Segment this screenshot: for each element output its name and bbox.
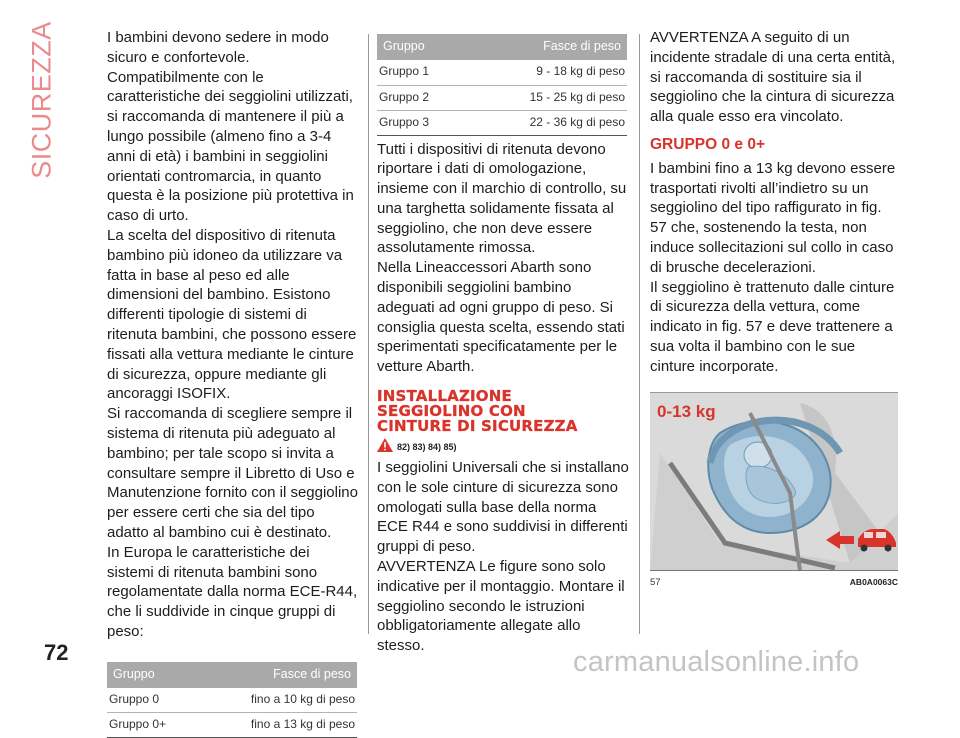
table-cell: Gruppo 3 [377,110,465,135]
table-cell: fino a 13 kg di peso [197,713,357,738]
section-heading [377,389,629,434]
column-2 [377,34,629,656]
paragraph: AVVERTENZA A seguito di un incidente stradale di una certa entità, si raccomanda di sostituire sia il seggiolino che la cintura di sicurezza alla quale esso era vincolato. [650,29,896,126]
weight-groups-table [107,662,357,738]
paragraph: Nella Lineaccessori Abarth sono disponibili seggiolini bambino adeguati ad ogni gruppo di peso. Si consiglia questa scelta, essendo stati sperimentati specificatamente per le vetture Abarth. [377,259,625,376]
paragraph: I seggiolini Universali che si installano con le sole cinture di sicurezza sono omologati sulla base della norma ECE R44 e sono suddivisi in differenti gruppi di peso. [377,459,629,556]
column-3 [650,28,902,588]
figure-caption [650,570,898,588]
paragraph: Si raccomanda di scegliere sempre il sistema di ritenuta più adeguato al bambino; per tale scopo si invita a consultare sempre il Libretto di Uso e Manutenzione fornito con il seggiolino per essere certi che sia del tipo adatto al bambino cui è destinato. [107,405,358,541]
watermark: carmanualsonline.info [573,646,860,678]
section-title: SICUREZZA [26,21,57,179]
warning-references [377,438,629,452]
paragraph: AVVERTENZA Le figure sono solo indicative per il montaggio. Montare il seggiolino secondo le istruzioni obbligatoriamente allegate allo stesso. [377,558,625,655]
figure-label: 0-13 kg [657,401,716,421]
table-header: Fasce di peso [465,34,627,60]
table-row [377,110,627,135]
table-row [107,713,357,738]
table-header-row [107,662,357,688]
heading-line: INSTALLAZIONE [377,387,512,406]
figure-number: 57 [650,576,661,588]
subheading: GRUPPO 0 e 0+ [650,135,766,153]
figure-child-seat [650,392,898,570]
table-cell: 22 - 36 kg di peso [465,110,627,135]
page-number: 72 [44,640,69,665]
paragraph: Tutti i dispositivi di ritenuta devono riportare i dati di omologazione, insieme con il marchio di controllo, su una targhetta solidamente fissata al seggiolino, che non deve essere assolutamente rimossa. [377,140,627,257]
table-cell: Gruppo 0+ [107,713,197,738]
heading-line: SEGGIOLINO CON [377,402,526,421]
table-header-row [377,34,627,60]
weight-groups-table [377,34,627,136]
table-row [377,60,627,85]
column-divider [368,34,369,634]
paragraph: In Europa le caratteristiche dei sistemi di ritenuta bambini sono regolamentate dalla norma ECE-R44, che li suddivide in cinque gruppi di peso: [107,543,358,640]
column-divider [639,34,640,634]
table-cell: Gruppo 2 [377,85,465,110]
table-header: Fasce di peso [197,662,357,688]
table-cell: 15 - 25 kg di peso [465,85,627,110]
table-header: Gruppo [377,34,465,60]
paragraph: La scelta del dispositivo di ritenuta bambino più idoneo da utilizzare va fatta in base al peso ed alle dimensioni del bambino. Esistono differenti tipologie di sistemi di ritenuta bambini, che possono essere fissati alla vettura mediante le cinture di sicurezza, oppure mediante gli ancoraggi ISOFIX. [107,226,357,403]
warning-triangle-icon [377,438,393,452]
table-row [107,688,357,713]
table-cell: 9 - 18 kg di peso [465,60,627,85]
paragraph: Il seggiolino è trattenuto dalle cinture di sicurezza della vettura, come indicato in fig. 57 e deve trattenere a sua volta il bambino con le sue cinture incorporate. [650,278,895,375]
figure-code: AB0A0063C [849,576,898,587]
heading-line: CINTURE DI SICUREZZA [377,417,578,436]
table-row [377,85,627,110]
table-cell: Gruppo 1 [377,60,465,85]
warning-refs-text: 82) 83) 84) 85) [397,442,457,453]
paragraph: I bambini devono sedere in modo sicuro e confortevole. Compatibilmente con le caratteristiche dei seggiolini utilizzati, si raccomanda di mantenere il più a lungo possibile (almeno fino a 3-4 anni di età) i bambini in seggiolini orientati contromarcia, in quanto questa è la posizione più protettiva in caso di urto. [107,29,354,225]
table-cell: fino a 10 kg di peso [197,688,357,713]
table-cell: Gruppo 0 [107,688,197,713]
column-1 [107,28,359,738]
paragraph: I bambini fino a 13 kg devono essere trasportati rivolti all’indietro su un seggiolino del tipo raffigurato in fig. 57 che, sostenendo la testa, non induce sollecitazioni sul collo in caso di brusche decelerazioni. [650,159,896,276]
table-header: Gruppo [107,662,197,688]
